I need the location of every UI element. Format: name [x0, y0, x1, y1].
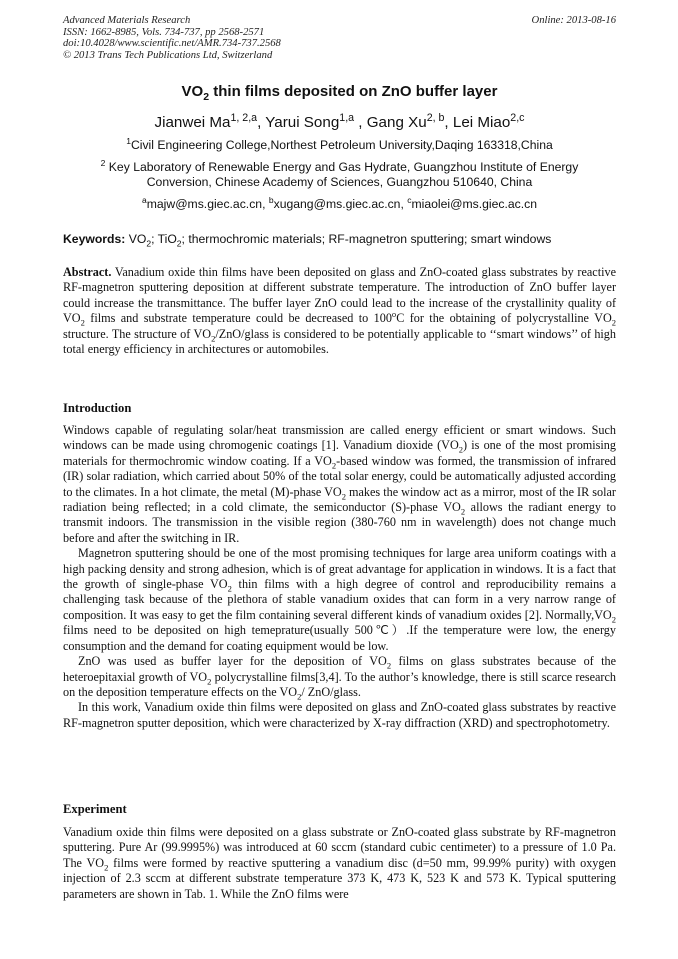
text: In this work, Vanadium oxide thin films were deposited on glass and ZnO-coated glass substrates by reactive RF-magnetron sputter deposition, which were characterized by X-ray diffraction (XRD) and spectrophotometry. [63, 700, 616, 730]
text: allows the radiant energy to transmit indoors. The transmission in the visible region (380-760 nm in wavelength) does not change much before and after the switching in IR. [63, 500, 616, 545]
separator: , [354, 114, 367, 131]
paragraph [63, 700, 616, 731]
text: films and substrate temperature could be decreased to 100 [84, 311, 392, 326]
subscript: 2 [386, 660, 392, 671]
separator: , [257, 114, 266, 131]
subscript: 2 [331, 460, 337, 471]
copyright-line: © 2013 Trans Tech Publications Ltd, Switzerland [63, 49, 273, 61]
abstract-label: Abstract. [63, 265, 112, 279]
paragraph [63, 825, 616, 902]
email-list [63, 194, 616, 212]
text: thin films with a high degree of control and reproducibility remains a challenging task because of the plethora of stable vanadium oxides that can form in a very narrow range of composition. It was easy to get the film containing several different kinds of vanadium oxides [2]. Normally,VO [63, 577, 616, 622]
paper-title [63, 83, 616, 101]
paragraph [63, 423, 616, 546]
affiliation-text: Civil Engineering College,Northest Petroleum University,Daqing 163318,China [130, 138, 553, 152]
experiment-body [63, 825, 616, 902]
subscript: 2 [104, 862, 109, 873]
subscript: 2 [207, 675, 212, 686]
text: films need to be deposited on high temeprature(usually 500℃）.If the temperature were low, the energy consumption and the demand for coating equipment would be low. [63, 623, 616, 653]
paragraph [63, 654, 616, 700]
affiliation-2 [63, 157, 616, 190]
email-mark: c [407, 194, 412, 205]
text: Vanadium oxide thin films were deposited on a glass substrate or ZnO-coated glass substrate by RF-magnetron sputtering. Pure Ar (99.9995%) was introduced at 60 sccm (standard cubic centimeter) to a pressure of 1.0 Pa. The VO [63, 825, 616, 870]
text: ZnO was used as buffer layer for the deposition of VO [78, 654, 387, 669]
introduction-body [63, 423, 616, 731]
subscript: 2 [611, 614, 616, 625]
text: Vanadium oxide thin films have been deposited on glass and ZnO-coated glass substrates by reactive RF-magnetron sputtering deposition at different substrate temperature. The introduction of ZnO buffer layer could increase the transmittance. The buffer layer ZnO could lead to the increase of the crystallinity quality of VO [63, 265, 616, 326]
superscript: o [391, 309, 397, 320]
online-date: Online: 2013-08-16 [531, 15, 616, 26]
paragraph [63, 546, 616, 654]
affiliation-1 [63, 135, 616, 153]
affiliation-text: Key Laboratory of Renewable Energy and Gas Hydrate, Guangzhou Institute of Energy [105, 160, 579, 174]
subscript: 2 [146, 238, 152, 249]
author-name: Gang Xu [366, 114, 427, 131]
author-name: Lei Miao [452, 114, 511, 131]
subscript: 2 [458, 444, 464, 455]
affiliation-mark: 1 [126, 135, 131, 146]
text: C for the obtaining of polycrystalline VO [396, 311, 612, 326]
subscript: 2 [211, 333, 216, 344]
subscript: 2 [227, 583, 232, 594]
affiliation-text: Conversion, Chinese Academy of Sciences, Guangzhou 510640, China [146, 175, 533, 189]
abstract-paragraph [63, 265, 616, 357]
text: polycrystalline films[3,4]. To the author’s knowledge, there is still scarce research on the deposition temperature effects on the VO [63, 669, 616, 699]
subscript: 2 [460, 506, 466, 517]
issn-line: ISSN: 1662-8985, Vols. 734-737, pp 2568-2571 [63, 26, 265, 38]
author-affiliation-mark: 1, 2,a [230, 111, 258, 124]
author-affiliation-mark: 2, b [426, 111, 445, 124]
journal-header [63, 15, 483, 61]
keyword-text: VO [125, 232, 147, 246]
text: makes the window act as a mirror, most of the IR solar radiation being reflected; in a cold climate, the semiconductor (S)-phase VO [63, 484, 616, 515]
author-name: Yarui Song [265, 114, 340, 131]
title-text: VO [181, 83, 204, 100]
email-address[interactable]: xugang@ms.giec.ac.cn, [273, 197, 408, 211]
email-mark: a [142, 194, 147, 205]
author-affiliation-mark: 2,c [510, 111, 525, 124]
subscript: 2 [611, 317, 617, 328]
journal-name: Advanced Materials Research [63, 15, 191, 26]
text: ) is one of the most promising materials for thermochromic window coating. If a VO [63, 438, 616, 468]
keyword-text: ; thermochromic materials; RF-magnetron sputtering; smart windows [181, 232, 552, 246]
subscript: 2 [176, 238, 182, 249]
email-address[interactable]: majw@ms.giec.ac.cn, [146, 197, 269, 211]
text: structure. The structure of VO [63, 326, 212, 341]
section-heading-experiment: Experiment [63, 802, 127, 816]
text: films on glass substrates because of the heteroepitaxial growth of VO [63, 654, 617, 684]
author-name: Jianwei Ma [154, 114, 231, 131]
text: Magnetron sputtering should be one of the most promising techniques for large area uniform coatings with a high packing density and strong adhesion, which is of great advantage for application in windows. It is a fact that the growth of single-phase VO [63, 546, 616, 592]
abstract [63, 265, 616, 357]
text: / ZnO/glass. [301, 684, 361, 699]
text: /ZnO/glass is considered to be potentially applicable to ‘‘smart windows’’ of high total energy efficiency in architectures or automobiles. [63, 326, 616, 357]
subscript: 2 [341, 491, 346, 502]
affiliation-mark: 2 [100, 157, 106, 168]
keywords-label: Keywords: [63, 232, 126, 246]
subscript: 2 [297, 691, 302, 702]
text: Windows capable of regulating solar/heat transmission are called energy efficient or smart windows. Such windows can be made using chromogenic coatings [1]. Vanadium dioxide (VO [63, 423, 616, 453]
author-affiliation-mark: 1,a [339, 111, 355, 124]
email-mark: b [268, 194, 274, 205]
title-text: thin films deposited on ZnO buffer layer [209, 83, 498, 100]
author-list [63, 113, 616, 132]
keyword-text: ; TiO [151, 232, 177, 246]
doi-line: doi:10.4028/www.scientific.net/AMR.734-737.2568 [63, 38, 281, 50]
title-subscript: 2 [203, 91, 210, 103]
section-heading-introduction: Introduction [63, 401, 132, 415]
keywords-line [63, 232, 616, 247]
text: films were formed by reactive sputtering a vanadium disc (d=50 mm, 99.99% purity) with oxygen injection of 2.3 sccm at different substrate temperature 373 K, 473 K, 523 K and 573 K. Typical sputtering parameters are shown in Tab. 1. While the ZnO films were [63, 855, 616, 901]
separator: , [444, 114, 453, 131]
email-address[interactable]: miaolei@ms.giec.ac.cn [411, 197, 537, 211]
text: -based window was formed, the transmission of infrared (IR) solar radiation, which carried about 50% of the total solar energy, could be automatically adjusted according to the climates. In a hot climate, the metal (M)-phase VO [63, 453, 616, 499]
subscript: 2 [80, 317, 85, 328]
